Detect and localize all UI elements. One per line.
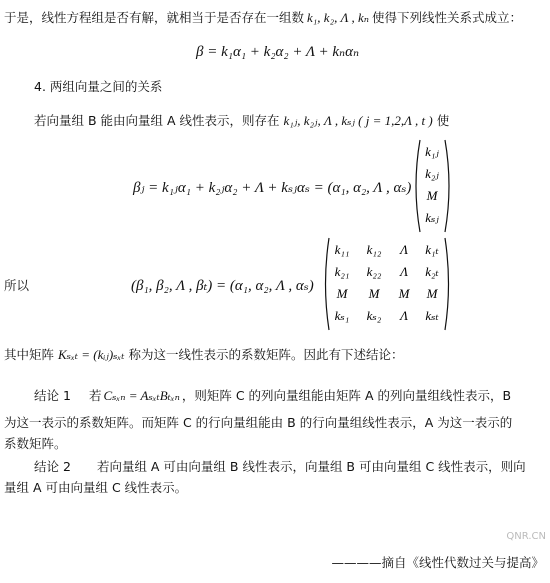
equation-beta-j: βⱼ = k₁ⱼα₁ + k₂ⱼα₂ + Λ + kₛⱼαₛ = (α₁, α₂, Λ , αₛ) (133, 180, 412, 196)
vector-entry: kₛⱼ (425, 210, 439, 225)
coefficient-matrix (322, 236, 452, 332)
matrix-row-3 (336, 286, 439, 301)
paragraph-start-text: 若向量组 B 能由向量组 A 线性表示，则存在 (34, 113, 280, 128)
conclusion-2-line-1 (34, 457, 526, 475)
matrix-entry: kₛ₁ (334, 308, 350, 323)
vector-entry: k₁ⱼ (425, 144, 439, 159)
matrix-line-start: 其中矩阵 (4, 347, 55, 362)
conclusion-2-text-1: 若向量组 A 可由向量组 B 线性表示，向量组 B 可由向量组 C 线性表示，则向 (96, 459, 526, 474)
therefore-label: 所以 (4, 278, 30, 293)
vector-entry: M (426, 188, 438, 203)
section-heading: 4. 两组向量之间的关系 (34, 79, 163, 94)
left-paren (416, 140, 420, 232)
matrix-line-end: 称为这一线性表示的系数矩阵。因此有下述结论： (128, 347, 404, 362)
matrix-entry: k₂ₜ (425, 264, 439, 279)
conclusion-1-line-2: 为这一表示的系数矩阵。而矩阵 C 的行向量组能由 B 的行向量组线性表示，A 为这一表示的 (4, 415, 513, 430)
matrix-entry: k₁ₜ (425, 242, 439, 257)
matrix-entry: Λ (400, 308, 408, 323)
matrix-row-2 (335, 264, 440, 279)
intro-text: 于是，线性方程组是否有解，就相当于是否存在一组数 (4, 10, 305, 25)
paragraph-end-text: 使 (436, 113, 450, 128)
conclusion-1-label: 结论 1 (34, 388, 71, 403)
conclusion-2-label: 结论 2 (34, 459, 71, 474)
matrix-definition-line (4, 345, 403, 363)
matrix-definition: Kₛₓₜ = (kᵢⱼ)ₛₓₜ (58, 347, 125, 362)
column-vector (410, 138, 455, 234)
conclusion-1-if: 若 (88, 388, 102, 403)
matrix-entry: M (368, 286, 380, 301)
intro-line (4, 8, 522, 26)
right-paren (445, 238, 449, 330)
paragraph-coefficients: k₁ⱼ, k₂ⱼ, Λ , kₛⱼ ( j = 1,2,Λ , t ) (283, 113, 433, 128)
conclusion-1-formula: Cₛₓₙ = AₛₓₜBₜₓₙ (103, 388, 180, 403)
conclusion-1-line-1 (34, 386, 511, 404)
right-paren (445, 140, 449, 232)
matrix-entry: M (398, 286, 410, 301)
matrix-entry: Λ (400, 242, 408, 257)
conclusion-2-line-2: 量组 A 可由向量组 C 线性表示。 (4, 480, 188, 495)
conclusion-1-line-3: 系数矩阵。 (4, 436, 67, 451)
equation-beta-matrix: (β₁, β₂, Λ , βₜ) = (α₁, α₂, Λ , αₛ) (131, 278, 314, 294)
intro-coefficients: k₁, k₂, Λ , kₙ (307, 10, 370, 25)
matrix-row-4 (335, 308, 440, 323)
conclusion-1-text-1: ，则矩阵 C 的列向量组能由矩阵 A 的列向量组线性表示，B (181, 388, 512, 403)
matrix-entry: Λ (400, 264, 408, 279)
matrix-entry: kₛₜ (425, 308, 439, 323)
watermark-logo: QNR.CN (506, 531, 546, 542)
matrix-entry: M (426, 286, 438, 301)
matrix-entry: kₛ₂ (366, 308, 382, 323)
vector-entry: k₂ⱼ (425, 166, 439, 181)
matrix-entry: k₁₂ (366, 242, 382, 257)
intro-tail-text: 使得下列线性关系式成立： (372, 10, 523, 25)
matrix-entry: k₁₁ (334, 242, 350, 257)
left-paren (326, 238, 330, 330)
matrix-entry: k₂₁ (334, 264, 350, 279)
matrix-entry: M (336, 286, 348, 301)
matrix-entry: k₂₂ (366, 264, 382, 279)
equation-linear-combination: β = k₁α₁ + k₂α₂ + Λ + kₙαₙ (196, 44, 360, 60)
source-citation: ————摘自《线性代数过关与提高》 (331, 555, 544, 570)
matrix-row-1 (335, 242, 440, 257)
paragraph-representation (34, 111, 449, 129)
